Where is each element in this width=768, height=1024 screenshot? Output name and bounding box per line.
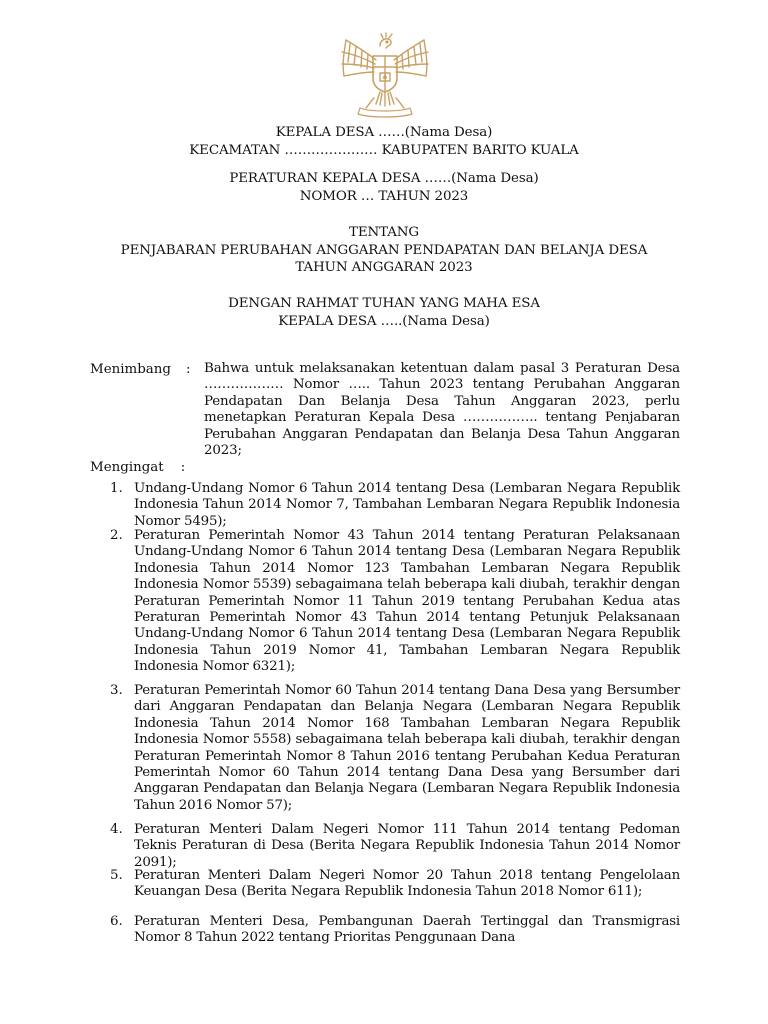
header-kepala-desa: KEPALA DESA ……(Nama Desa) (275, 125, 493, 140)
document-header (60, 124, 708, 159)
menimbang-label: Menimbang (90, 362, 171, 377)
list-item-number: 3. (110, 683, 123, 698)
subject-year: TAHUN ANGGARAN 2023 (295, 260, 473, 275)
regulation-title (60, 170, 708, 205)
header-kecamatan: KECAMATAN ………………… KABUPATEN BARITO KUALA (189, 142, 579, 158)
list-item-text: Peraturan Menteri Desa, Pembangunan Daerah Tertinggal dan Transmigrasi Nomor 8 Tahun 2022 tentang Prioritas Penggunaan Dana (134, 914, 680, 946)
preamble-kepala-desa: KEPALA DESA …..(Nama Desa) (278, 313, 490, 329)
list-item-text: Peraturan Pemerintah Nomor 43 Tahun 2014 tentang Peraturan Pelaksanaan Undang-Undang Nomor 6 Tahun 2014 tentang Desa (Lembaran Negara Republik Indonesia Tahun 2014 Nomor 123 Tambahan Lembaran Negara Republik Indonesia Nomor 5539) sebagaimana telah beberapa kali diubah, terakhir dengan Peraturan Pemerintah Nomor 11 Tahun 2019 tentang Perubahan Kedua atas Peraturan Pemerintah Nomor 43 Tahun 2014 tentang Petunjuk Pelaksanaan Undang-Undang Nomor 6 Tahun 2014 tentang Desa (Lembaran Negara Republik Indonesia Tahun 2019 Nomor 41, Tambahan Lembaran Negara Republik Indonesia Nomor 6321); (134, 528, 680, 675)
mengingat-label: Mengingat : (90, 460, 186, 475)
preamble-rahmat: DENGAN RAHMAT TUHAN YANG MAHA ESA (228, 296, 540, 311)
list-item-number: 2. (110, 528, 123, 543)
subject-heading: TENTANG (348, 225, 419, 240)
list-item-text: Peraturan Menteri Dalam Negeri Nomor 20 Tahun 2018 tentang Pengelolaan Keuangan Desa (Berita Negara Republik Indonesia Tahun 2018 Nomor 611); (134, 868, 680, 900)
garuda-emblem-icon (336, 32, 434, 118)
regulation-name: PERATURAN KEPALA DESA ……(Nama Desa) (229, 171, 539, 186)
list-item-text: Undang-Undang Nomor 6 Tahun 2014 tentang Desa (Lembaran Negara Republik Indonesia Tahun 2014 Nomor 7, Tambahan Lembaran Negara Republik Indonesia Nomor 5495); (134, 481, 680, 529)
list-item-number: 5. (110, 868, 123, 883)
regulation-subject (60, 224, 708, 277)
menimbang-text: Bahwa untuk melaksanakan ketentuan dalam pasal 3 Peraturan Desa ……………… Nomor ….. Tahun 2023 tentang Perubahan Anggaran Pendapatan Dan Belanja Desa Tahun Anggaran 2023, perlu menetapkan Peraturan Kepala Desa …………….. tentang Penjabaran Perubahan Anggaran Pendapatan dan Belanja Desa Tahun Anggaran 2023; (204, 361, 680, 459)
list-item-text: Peraturan Menteri Dalam Negeri Nomor 111 Tahun 2014 tentang Pedoman Teknis Peraturan di Desa (Berita Negara Republik Indonesia Tahun 2014 Nomor 2091); (134, 822, 680, 870)
subject-title: PENJABARAN PERUBAHAN ANGGARAN PENDAPATAN DAN BELANJA DESA (120, 242, 648, 258)
list-item-number: 6. (110, 914, 123, 929)
list-item-number: 1. (110, 481, 123, 496)
list-item-text: Peraturan Pemerintah Nomor 60 Tahun 2014 tentang Dana Desa yang Bersumber dari Anggaran Pendapatan dan Belanja Negara (Lembaran Negara Republik Indonesia Tahun 2014 Nomor 168 Tambahan Lembaran Negara Republik Indonesia Nomor 5558) sebagaimana telah beberapa kali diubah, terakhir dengan Peraturan Pemerintah Nomor 8 Tahun 2016 tentang Perubahan Kedua Peraturan Pemerintah Nomor 60 Tahun 2014 tentang Dana Desa yang Bersumber dari Anggaran Pendapatan dan Belanja Negara (Lembaran Negara Republik Indonesia Tahun 2016 Nomor 57); (134, 683, 680, 813)
preamble (60, 295, 708, 330)
regulation-number: NOMOR … TAHUN 2023 (299, 188, 469, 204)
menimbang-colon: : (186, 362, 191, 377)
list-item-number: 4. (110, 822, 123, 837)
